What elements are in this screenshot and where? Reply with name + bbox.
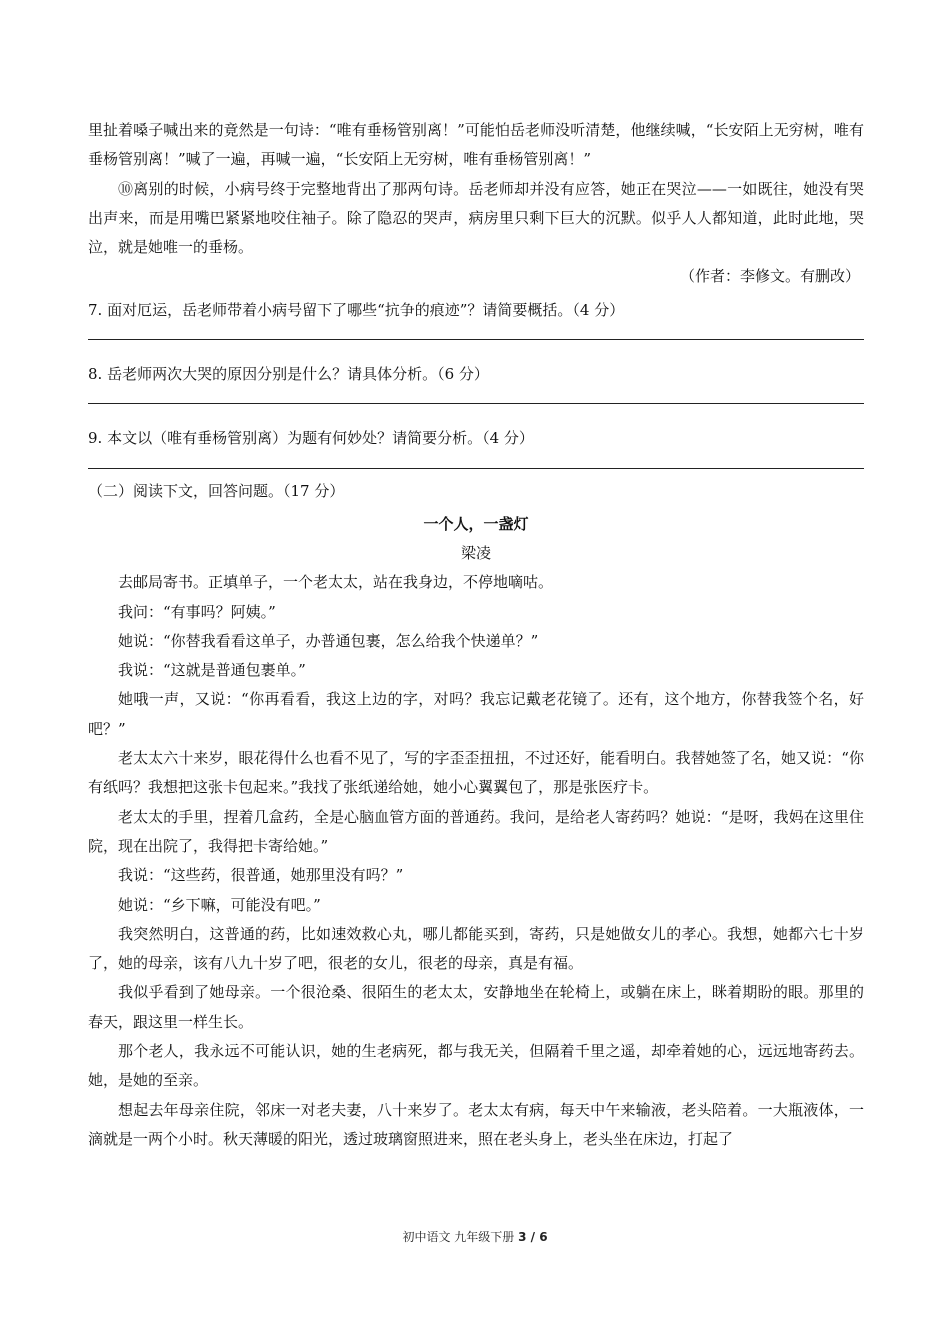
answer-line-7[interactable] [88, 325, 864, 340]
article-paragraph: 我说：“这就是普通包裹单。” [118, 661, 306, 680]
story-paragraph-10: ⑩离别的时候，小病号终于完整地背出了那两句诗。岳老师却并没有应答，她正在哭泣——一如既往，她没有哭出声来，而是用嘴巴紧紧地咬住袖子。除了隐忍的哭声，病房里只剩下巨大的沉默。似乎人人都知道，此时此地，哭泣，就是她唯一的垂杨。 [88, 179, 864, 257]
question-7: 7. 面对厄运，岳老师带着小病号留下了哪些“抗争的痕迹”？请简要概括。（4 分） [88, 300, 625, 319]
article-paragraph: 想起去年母亲住院，邻床一对老夫妻，八十来岁了。老太太有病，每天中午来输液，老头陪着。一大瓶液体，一滴就是一两个小时。秋天薄暖的阳光，透过玻璃窗照进来，照在老头身上，老头坐在床边，打起了 [88, 1100, 864, 1148]
answer-line-8[interactable] [88, 389, 864, 404]
article-paragraph: 她哦一声，又说：“你再看看，我这上边的字，对吗？我忘记戴老花镜了。还有，这个地方，你替我签个名，好吧？” [88, 690, 864, 738]
question-8: 8. 岳老师两次大哭的原因分别是什么？请具体分析。（6 分） [88, 365, 489, 384]
article-paragraph: 她说：“你替我看看这单子，办普通包裹，怎么给我个快递单？” [118, 631, 539, 650]
page-number: 3 / 6 [518, 1230, 548, 1244]
answer-line-9[interactable] [88, 454, 864, 469]
article-paragraph: 那个老人，我永远不可能认识，她的生老病死，都与我无关，但隔着千里之遥，却牵着她的心，远远地寄药去。她，是她的至亲。 [88, 1042, 864, 1090]
article-paragraph: 我问：“有事吗？阿姨。” [118, 602, 276, 621]
article-author: 梁凌 [460, 543, 491, 562]
document-page [88, 116, 864, 1154]
article-paragraph: 老太太的手里，捏着几盒药，全是心脑血管方面的普通药。我问，是给老人寄药吗？她说：“是呀，我妈在这里住院，现在出院了，我得把卡寄给她。” [88, 807, 864, 855]
article-paragraph: 老太太六十来岁，眼花得什么也看不见了，写的字歪歪扭扭，不过还好，能看明白。我替她签了名，她又说：“你有纸吗？我想把这张卡包起来。”我找了张纸递给她，她小心翼翼包了，那是张医疗卡。 [88, 749, 864, 797]
article-paragraph: 我突然明白，这普通的药，比如速效救心丸，哪儿都能买到，寄药，只是她做女儿的孝心。我想，她都六七十岁了，她的母亲，该有八九十岁了吧，很老的女儿，很老的母亲，真是有福。 [88, 924, 864, 973]
question-9: 9. 本文以（唯有垂杨管别离）为题有何妙处？请简要分析。（4 分） [88, 429, 534, 448]
footer-label: 初中语文 九年级下册 [402, 1230, 515, 1244]
page-footer [0, 1228, 950, 1245]
article-paragraph: 我似乎看到了她母亲。一个很沧桑、很陌生的老太太，安静地坐在轮椅上，或躺在床上，眯着期盼的眼。那里的春天，跟这里一样生长。 [88, 983, 864, 1031]
section-heading: （二）阅读下文，回答问题。（17 分） [88, 481, 345, 500]
story-paragraph-continued: 里扯着嗓子喊出来的竟然是一句诗：“唯有垂杨管别离！”可能怕岳老师没听清楚，他继续喊，“长安陌上无穷树，唯有垂杨管别离！”喊了一遍，再喊一遍，“长安陌上无穷树，唯有垂杨管别离！” [88, 121, 864, 169]
article-paragraph: 她说：“乡下嘛，可能没有吧。” [118, 895, 321, 914]
article-paragraph: 去邮局寄书。正填单子，一个老太太，站在我身边，不停地嘀咕。 [118, 573, 554, 592]
author-byline: （作者：李修文。有删改） [679, 267, 860, 286]
article-paragraph: 我说：“这些药，很普通，她那里没有吗？” [118, 866, 404, 885]
article-title: 一个人，一盏灯 [423, 514, 529, 533]
